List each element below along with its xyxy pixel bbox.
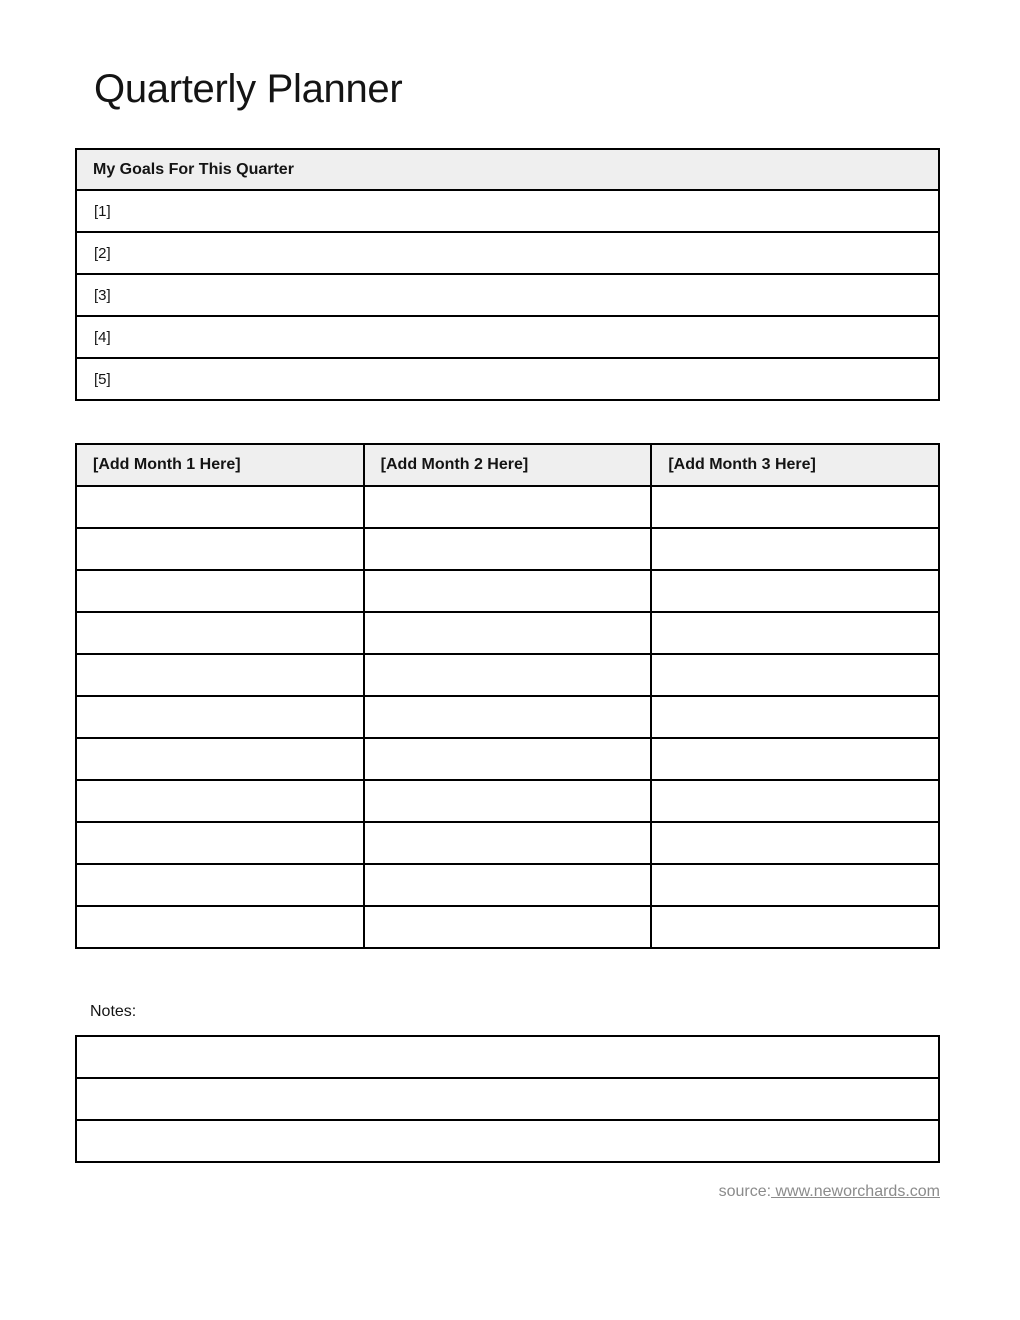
empty-cell xyxy=(76,654,364,696)
empty-cell xyxy=(364,654,652,696)
goal-row xyxy=(76,316,939,358)
table-row xyxy=(76,1078,939,1120)
goals-table xyxy=(75,148,940,401)
empty-cell xyxy=(76,1036,939,1078)
goal-row xyxy=(76,274,939,316)
empty-cell xyxy=(364,906,652,948)
notes-label: Notes: xyxy=(90,1003,137,1020)
goals-header-row xyxy=(76,149,939,190)
table-row xyxy=(76,486,939,528)
goal-cell-1: [1] xyxy=(76,190,939,232)
goal-cell-3: [3] xyxy=(76,274,939,316)
source-link[interactable]: www.neworchards.com xyxy=(771,1183,940,1200)
month-1-header: [Add Month 1 Here] xyxy=(76,444,364,486)
empty-cell xyxy=(364,486,652,528)
empty-cell xyxy=(651,864,939,906)
empty-cell xyxy=(76,1120,939,1162)
empty-cell xyxy=(651,822,939,864)
goal-cell-4: [4] xyxy=(76,316,939,358)
goal-row xyxy=(76,190,939,232)
table-row xyxy=(76,612,939,654)
months-table xyxy=(75,443,940,949)
table-row xyxy=(76,864,939,906)
table-row xyxy=(76,570,939,612)
empty-cell xyxy=(76,486,364,528)
empty-cell xyxy=(76,612,364,654)
goal-row xyxy=(76,232,939,274)
table-row xyxy=(76,654,939,696)
table-row xyxy=(76,822,939,864)
empty-cell xyxy=(651,570,939,612)
empty-cell xyxy=(364,864,652,906)
source-attribution xyxy=(719,1183,940,1201)
empty-cell xyxy=(651,612,939,654)
empty-cell xyxy=(76,696,364,738)
empty-cell xyxy=(76,906,364,948)
empty-cell xyxy=(76,1078,939,1120)
empty-cell xyxy=(364,822,652,864)
months-table-body xyxy=(76,486,939,948)
page-title: Quarterly Planner xyxy=(94,67,403,111)
goals-table-header: My Goals For This Quarter xyxy=(76,149,939,190)
empty-cell xyxy=(651,654,939,696)
empty-cell xyxy=(651,738,939,780)
empty-cell xyxy=(651,906,939,948)
table-row xyxy=(76,696,939,738)
empty-cell xyxy=(364,570,652,612)
month-3-header: [Add Month 3 Here] xyxy=(651,444,939,486)
empty-cell xyxy=(364,696,652,738)
table-row xyxy=(76,906,939,948)
goal-row xyxy=(76,358,939,400)
empty-cell xyxy=(76,738,364,780)
month-2-header: [Add Month 2 Here] xyxy=(364,444,652,486)
table-row xyxy=(76,780,939,822)
months-header-row xyxy=(76,444,939,486)
empty-cell xyxy=(651,528,939,570)
empty-cell xyxy=(651,780,939,822)
notes-table xyxy=(75,1035,940,1163)
empty-cell xyxy=(364,528,652,570)
empty-cell xyxy=(651,696,939,738)
empty-cell xyxy=(76,570,364,612)
empty-cell xyxy=(364,738,652,780)
notes-table-body xyxy=(76,1036,939,1162)
table-row xyxy=(76,738,939,780)
empty-cell xyxy=(76,528,364,570)
empty-cell xyxy=(651,486,939,528)
goal-cell-2: [2] xyxy=(76,232,939,274)
empty-cell xyxy=(76,864,364,906)
empty-cell xyxy=(364,780,652,822)
empty-cell xyxy=(76,780,364,822)
source-label: source: xyxy=(718,1183,772,1200)
table-row xyxy=(76,528,939,570)
goal-cell-5: [5] xyxy=(76,358,939,400)
empty-cell xyxy=(364,612,652,654)
table-row xyxy=(76,1036,939,1078)
table-row xyxy=(76,1120,939,1162)
empty-cell xyxy=(76,822,364,864)
